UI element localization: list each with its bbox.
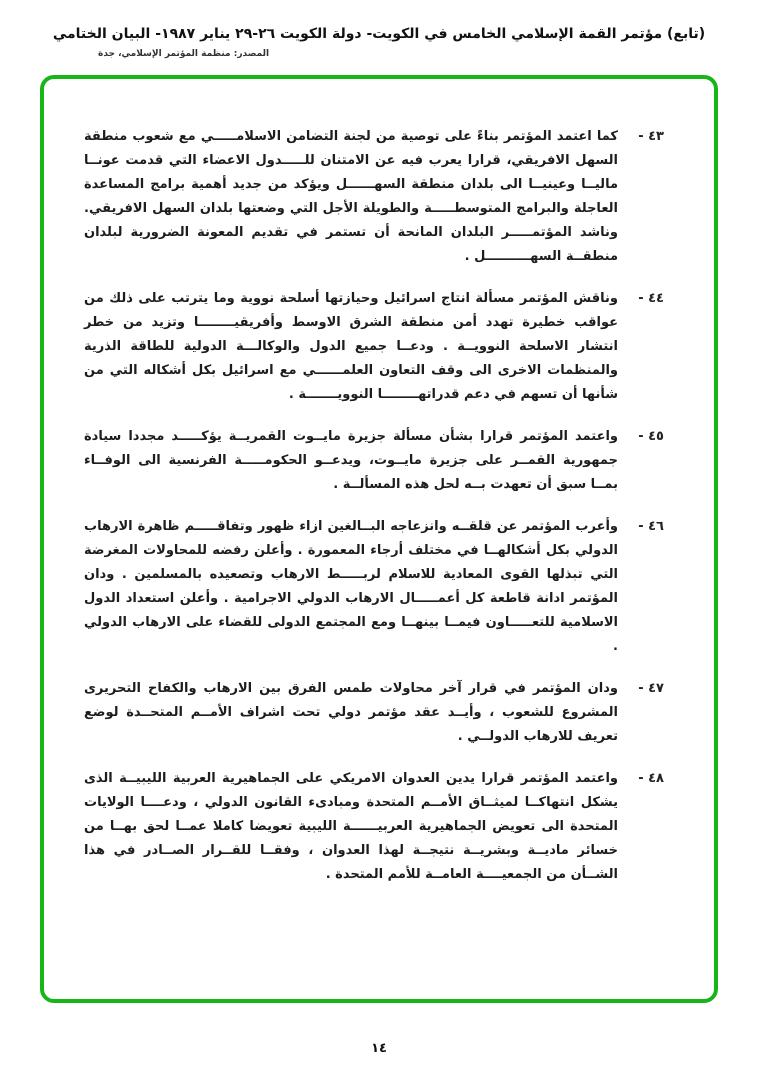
paragraph-45 <box>84 425 664 497</box>
paragraph-number: ٤٣ - <box>638 129 664 144</box>
content-border-box <box>40 75 718 1003</box>
paragraph-number: ٤٦ - <box>638 519 664 534</box>
paragraph-text: وناقش المؤتمر مسألة انتاج اسرائيل وحيازتها أسلحة نووية وما يترتب على ذلك من عواقب خطيرة تهدد أمن منطقة الشرق الاوسط وأفريقيــــــــا وتزيد من خطر انتشار الاسلحة النوويــة . ودعــا جميع الدول والوكالـــة الدولية للطاقة الذرية والمنظمات الاخرى الى وقف التعاون العلمــــــي مع اسرائيل بكل أشكاله التي من شأنها أن تسهم في دعم قدراتهــــــــا النوويـــــــة . <box>84 291 618 402</box>
paragraph-46 <box>84 515 664 659</box>
paragraph-43 <box>84 125 664 269</box>
paragraph-text: واعتمد المؤتمر قرارا بشأن مسألة جزيرة مايــوت القمريــة يؤكـــــد مجددا سيادة جمهورية القمــر على جزيرة مايــوت، ويدعــو الحكومـــــة الفرنسية الى الوفــاء بمــا سبق أن تعهدت بــه لحل هذه المسألــة . <box>84 429 618 492</box>
paragraph-number: ٤٧ - <box>638 681 664 696</box>
page-number: ١٤ <box>371 1041 387 1056</box>
document-header <box>0 0 758 59</box>
document-source-line: المصدر: منظمة المؤتمر الإسلامي، جدة <box>98 49 270 59</box>
paragraph-number: ٤٨ - <box>638 771 664 786</box>
paragraph-44 <box>84 287 664 407</box>
paragraph-text: ودان المؤتمر في قرار آخر محاولات طمس الفرق بين الارهاب والكفاح التحريرى المشروع للشعوب ، وأيــد عقد مؤتمر دولي تحت اشراف الأمــم المتحــدة لوضع تعريف للارهاب الدولــي . <box>84 681 618 744</box>
document-title: (تابع) مؤتمر القمة الإسلامي الخامس في الكويت- دولة الكويت ٢٦-٢٩ يناير ١٩٨٧- البيان الختامي <box>52 26 706 42</box>
paragraph-47 <box>84 677 664 749</box>
paragraph-text: كما اعتمد المؤتمر بناءً على توصية من لجنة التضامن الاسلامـــــي مع شعوب منطقة السهل الافريقي، قرارا يعرب فيه عن الامتنان للـــــدول الاعضاء التي قدمت عونــا ماليــا وعينيــا الى بلدان منطقة السهــــــل ويؤكد من جديد أهمية برامج المساعدة العاجلة والبرامج المتوسطـــــة والطويلة الأجل التي وضعتها بلدان السهل الافريقي. وناشد المؤتمـــــر البلدان المانحة أن تستمر في تقديم المعونة الضرورية لبلدان منطقــة السهــــــــــل . <box>84 129 618 264</box>
paragraph-text: وأعرب المؤتمر عن قلقــه وانزعاجه البــالغين ازاء ظهور وتفاقـــــم ظاهرة الارهاب الدولي بكل أشكالهــا في مختلف أرجاء المعمورة . وأعلن رفضه للمحاولات المغرضة التي تبذلها القوى المعادية للاسلام لربـــــط الارهاب وتصعيده بالمسلمين . ودان المؤتمر ادانة قاطعة كل أعمـــــال الارهاب الدولي الاجرامية . وأعلن استعداد الدول الاسلامية للتعـــــاون فيمــا بينهــا ومع المجتمع الدولى للقضاء على الارهاب الدولي . <box>84 519 618 654</box>
paragraph-number: ٤٤ - <box>638 291 664 306</box>
paragraph-48 <box>84 767 664 887</box>
paragraph-number: ٤٥ - <box>638 429 664 444</box>
paragraph-text: واعتمد المؤتمر قرارا يدين العدوان الامريكي على الجماهيرية العربية الليبيــة الذى يشكل انتهاكــا لميثــاق الأمــم المتحدة ومبادىء القانون الدولي ، ودعــــا الولايات المتحدة الى تعويض الجماهيرية العربيــــــة الليبية تعويضا كاملا عمــا لحق بهــا من خسائر ماديــة وبشريــة نتيجــة لهذا العدوان ، وفقــا للقــرار الصــادر في هذا الشــأن من الجمعيــــة العامــة للأمم المتحدة . <box>84 771 618 882</box>
